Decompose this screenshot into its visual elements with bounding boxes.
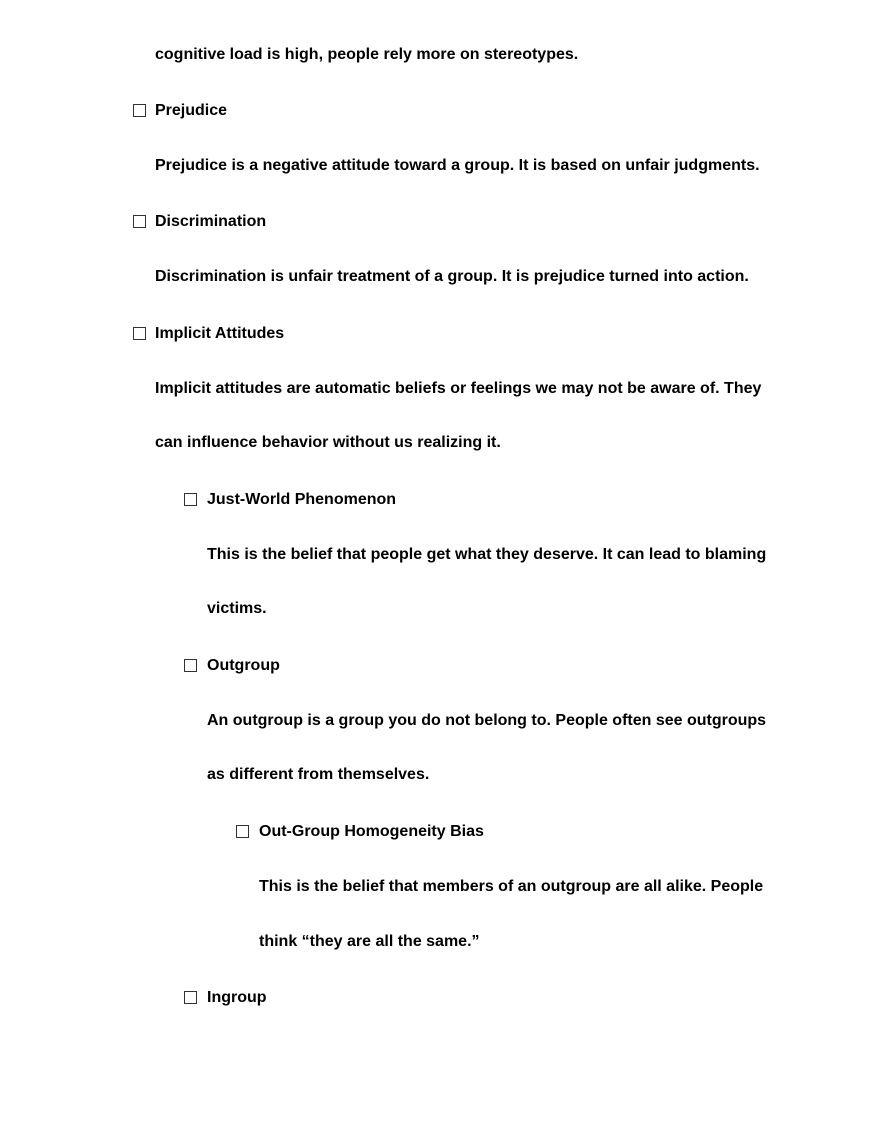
homogeneity-bias-description-line-1: This is the belief that members of an outgroup are all alike. People (259, 878, 764, 895)
discrimination-description: Discrimination is unfair treatment of a group. It is prejudice turned into action. (155, 268, 749, 285)
heading-discrimination: Discrimination (155, 213, 267, 230)
implicit-attitudes-description-line-1: Implicit attitudes are automatic beliefs or feelings we may not be aware of. They (155, 380, 762, 397)
heading-out-group-homogeneity-bias: Out-Group Homogeneity Bias (259, 823, 484, 840)
outgroup-description-line-2: as different from themselves. (207, 766, 430, 783)
just-world-description-line-2: victims. (207, 600, 267, 617)
prejudice-description: Prejudice is a negative attitude toward a group. It is based on unfair judgments. (155, 157, 760, 174)
checkbox-outgroup[interactable] (184, 659, 197, 672)
intro-text-line: cognitive load is high, people rely more on stereotypes. (155, 46, 579, 63)
checkbox-discrimination[interactable] (133, 215, 146, 228)
just-world-description-line-1: This is the belief that people get what they deserve. It can lead to blaming (207, 546, 767, 563)
checkbox-prejudice[interactable] (133, 104, 146, 117)
heading-implicit-attitudes: Implicit Attitudes (155, 325, 285, 342)
outgroup-description-line-1: An outgroup is a group you do not belong to. People often see outgroups (207, 712, 767, 729)
heading-outgroup: Outgroup (207, 657, 280, 674)
heading-ingroup: Ingroup (207, 989, 267, 1006)
heading-prejudice: Prejudice (155, 102, 228, 119)
implicit-attitudes-description-line-2: can influence behavior without us realizing it. (155, 434, 501, 451)
checkbox-out-group-homogeneity-bias[interactable] (236, 825, 249, 838)
heading-just-world-phenomenon: Just-World Phenomenon (207, 491, 397, 508)
checkbox-ingroup[interactable] (184, 991, 197, 1004)
homogeneity-bias-description-line-2: think “they are all the same.” (259, 933, 480, 950)
checkbox-just-world-phenomenon[interactable] (184, 493, 197, 506)
checkbox-implicit-attitudes[interactable] (133, 327, 146, 340)
